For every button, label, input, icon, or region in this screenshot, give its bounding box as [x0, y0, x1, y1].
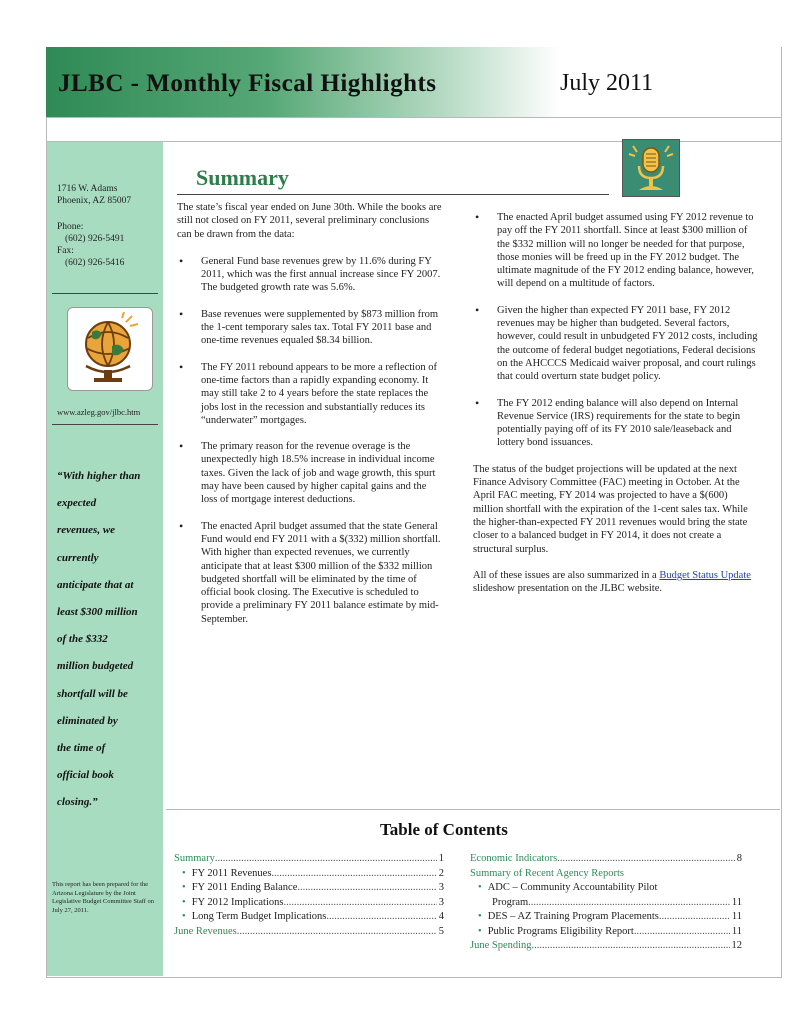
microphone-icon	[622, 139, 680, 197]
quote-line: eliminated by	[57, 714, 118, 727]
list-item: • The primary reason for the revenue overage is the unexpectedly high 18.5% increase in individual income taxes. Given the lack of job and wage growth, this spurt may have been caused by higher capital gains and the loss of mortgage interest deductions.	[177, 440, 442, 506]
toc-entry-june-spending[interactable]: June Spending ..... 12	[470, 939, 742, 954]
list-item: • Given the higher than expected FY 2011 base, FY 2012 revenues may be higher than budgeted. Several factors, however, could result in unbudgeted FY 2012 costs, including the outcome of federal budget negotiations, Federal decisions on the AHCCCS Medicaid waiver proposal, and court rulings that could overturn state budget policy.	[473, 304, 758, 384]
budget-status-update-link[interactable]: Budget Status Update	[659, 569, 751, 581]
toc-entry-agency-reports[interactable]: Summary of Recent Agency Reports	[470, 867, 624, 879]
toc-title: Table of Contents	[380, 820, 508, 839]
phone-number: (602) 926-5491	[65, 234, 125, 244]
fax-number: (602) 926-5416	[65, 258, 125, 268]
issue-date: July 2011	[560, 70, 654, 96]
address	[57, 183, 131, 207]
list-item: • The FY 2012 ending balance will also depend on Internal Revenue Service (IRS) requirements for the state to begin potentially paying off of its FY 2010 sale/leaseback and lottery bond issuances.	[473, 397, 758, 450]
quote-line: of the $332	[57, 633, 108, 646]
quote-line: the time of	[57, 742, 106, 755]
pull-quote	[57, 463, 161, 817]
toc-right-column	[470, 852, 742, 954]
toc-entry-fy2011-revenues[interactable]: • FY 2011 Revenues ..... 2	[174, 867, 444, 882]
address-line: Phoenix, AZ 85007	[57, 196, 132, 206]
quote-line: revenues, we	[57, 524, 116, 537]
summary-right-column	[473, 211, 758, 595]
contact-info	[57, 221, 124, 269]
section-rule	[177, 194, 609, 195]
website-url[interactable]: www.azleg.gov/jlbc.htm	[57, 407, 141, 417]
toc-entry-june-revenues[interactable]: June Revenues ..... 5	[174, 925, 444, 940]
list-item: • The FY 2011 rebound appears to be more a reflection of one-time factors than a rapidly expanding economy. It may still take 2 to 4 years before the state replaces the jobs lost in the recession and substantially reduces its “underwater” mortgages.	[177, 361, 442, 427]
section-title: Summary	[196, 165, 289, 190]
address-line: 1716 W. Adams	[57, 184, 118, 194]
closing-suffix: slideshow presentation on the JLBC website.	[473, 583, 662, 595]
list-item: • Base revenues were supplemented by $873 million from the 1-cent temporary sales tax. Total FY 2011 base and one-time revenues equaled $8.34 billion.	[177, 308, 442, 348]
closing-prefix: All of these issues are also summarized in a	[473, 569, 660, 581]
sidebar-divider	[52, 424, 158, 425]
summary-intro: The state’s fiscal year ended on June 30th. While the books are still not closed on FY 2011, several preliminary conclusions can be drawn from the data:	[177, 202, 442, 240]
quote-line: currently	[57, 551, 99, 564]
quote-line: shortfall will be	[57, 687, 128, 700]
toc-entry-fy2012-implications[interactable]: • FY 2012 Implications ..... 3	[174, 896, 444, 911]
toc-left-column	[174, 852, 444, 939]
toc-entry-adc-continued[interactable]: Program ..... 11	[470, 896, 742, 911]
fax-label: Fax:	[57, 246, 74, 256]
quote-line: anticipate that at	[57, 578, 134, 591]
globe-icon	[67, 307, 153, 391]
toc-entry-des[interactable]: • DES – AZ Training Program Placements ..... 11	[470, 910, 742, 925]
sidebar-divider	[52, 293, 158, 294]
toc-entry-adc[interactable]: • ADC – Community Accountability Pilot	[470, 881, 742, 896]
list-item: • General Fund base revenues grew by 11.6% during FY 2011, which was the first annual increase since FY 2007. The budgeted growth rate was 5.6%.	[177, 255, 442, 295]
toc-entry-economic-indicators[interactable]: Economic Indicators ..... 8	[470, 852, 742, 867]
list-item: • The enacted April budget assumed using FY 2012 revenue to pay off the FY 2011 shortfall. Since at least $300 million of the $332 million will no longer be needed for that purpose, those monies will be freed up in the FY 2012 budget. The ultimate magnitude of the FY 2012 ending balance, however, will depend on a multitude of factors.	[473, 211, 758, 291]
quote-line: least $300 million	[57, 606, 138, 619]
quote-line: “With higher than	[57, 470, 141, 482]
toc-entry-fy2011-ending-balance[interactable]: • FY 2011 Ending Balance ..... 3	[174, 881, 444, 896]
toc-entry-long-term-budget[interactable]: • Long Term Budget Implications ..... 4	[174, 910, 444, 925]
newsletter-title: JLBC - Monthly Fiscal Highlights	[58, 70, 437, 97]
quote-line: expected	[57, 497, 97, 510]
quote-line: closing.”	[57, 796, 98, 809]
quote-line: million budgeted	[57, 660, 134, 673]
summary-left-column	[177, 201, 442, 626]
report-credit: This report has been prepared for the Arizona Legislature by the Joint Legislative Budget Committee Staff on July 27, 2011.	[52, 881, 155, 914]
toc-divider	[166, 809, 780, 810]
quote-line: official book	[57, 769, 114, 782]
list-item: • The enacted April budget assumed that the state General Fund would end FY 2011 with a $(332) million shortfall. With higher than expected revenues, we currently anticipate that at least $300 million of the $332 million budgeted shortfall will be eliminated by the time of official book closing. The Executive is scheduled to provide a preliminary FY 2011 balance estimate by mid-September.	[177, 520, 442, 626]
toc-entry-summary[interactable]: Summary ..... 1	[174, 852, 444, 867]
closing-paragraph	[473, 569, 758, 596]
toc-entry-ppe[interactable]: • Public Programs Eligibility Report ..... 11	[470, 925, 742, 940]
phone-label: Phone:	[57, 222, 84, 232]
status-paragraph: The status of the budget projections will be updated at the next Finance Advisory Committee (FAC) meeting in October. At the April FAC meeting, FY 2014 was projected to have a $(600) million shortfall with the expiration of the 1-cent sales tax. While the higher-than-expected FY 2011 revenues would bring the state closer to a balanced budget in FY 2014, it does not create a structural surplus.	[473, 463, 748, 555]
